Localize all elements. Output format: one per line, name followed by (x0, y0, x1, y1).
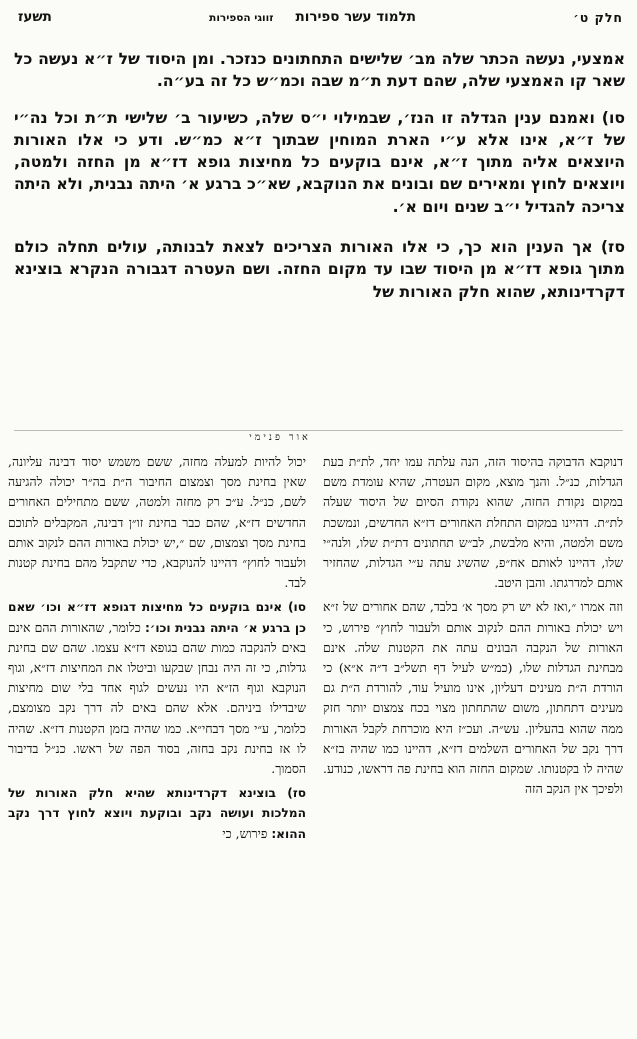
commentary-left-column (8, 452, 306, 1035)
commentary-text: פירוש, כי (222, 825, 268, 841)
commentary-paragraph (8, 597, 306, 779)
main-paragraph-3 (14, 236, 625, 303)
book-title: תלמוד עשר ספירות (295, 9, 416, 25)
main-paragraph-1: אמצעי, נעשה הכתר שלה מב׳ שלישים התחתונים כנזכר. ומן היסוד של ז״א נעשה כל שאר קו האמצעי שלה, שהם דעת ת״מ שבה וכמ״ש כל זה בע״ה. (14, 49, 625, 91)
paragraph-text: אך הענין הוא כך, כי אלו האורות הצריכים לצאת לבנותה, עולים תחלה כולם מתוך גופא דז״א מן היסוד שבו עד מקום החזה. ושם העטרה דגבורה הנקרא בוצינא דקרדינותא, שהוא חלק האורות של (14, 237, 625, 301)
main-paragraph-2 (14, 107, 625, 218)
commentary-lemma: סו) אינם בוקעים כל מחיצות דגופא דז״א וכו׳ שאם כן ברגע א׳ היתה נבנית וכו׳: (8, 600, 306, 635)
year-label: תשעז (18, 9, 52, 25)
commentary-paragraph (8, 783, 306, 844)
paragraph-number: סו) (601, 107, 625, 127)
folio-label: חלק ט׳ (573, 9, 623, 25)
running-title (209, 9, 416, 25)
commentary-lemma: סז) בוצינא דקרדינותא שהיא חלק האורות של המלכות ועושה נקב ובוקעת ויוצא לחוץ דרך נקב ההוא: (8, 786, 306, 841)
commentary-right-column (323, 452, 623, 1035)
commentary-paragraph: וזה אמרו ״,ואז לא יש רק מסך א׳ בלבד, שהם אחורים של ז״א ויש יכולת באורות ההם לנקוב אותם ולעבור לחוץ״ פירוש, כי האורות של הנקבה הבונים עתה את הקטנות שלה. אינם מבחינת הגדלות שלו, (כמ״ש לעיל דף תשל״ב ד״ה א״א) כי הורדת ה״ת מעינים דעליון, אינו מועיל עוד, להורדת ה״ת גם מעינים דתחתון, משום שהתחתון מצוי בכח צמצום יותר חזק ממה שהוא בהעליון. עש״ה. ועכ״ז היא מוכרחת לקבל האורות דרך נקב של האחורים השלמים דז״א, דהיינו כמו שהיה בז״א שהיה לו בקטנותו. שמקום החזה הוא בחינת פה דראשו, כנודע. ולפיכך אין הנקב הזה (323, 599, 623, 797)
commentary-text: כלומר, שהאורות ההם אינם באים להנקבה כמות שהם בגופא דז״א עצמו. שהם שם בחינת גדלות, כי זה היה נבחן שבקעו וביטלו את המחיצות דז״א, וגוף הנוקבא וגוף הז״א היו נעשים לגוף אחד בלי שום מחיצות שיבדילו ביניהם. אלא שהם באים לה דרך נקב מצומצם, כלומר, ע״י מסך דבחי״א. כמו שהיה בזמן הקטנות דז״א. שהיה לו אז בחינת נקב בחזה, בסוד הפה של ראשו. כנ״ל בדיבור הסמוך. (8, 619, 306, 777)
main-text (14, 48, 625, 303)
paragraph-text: ואמנם ענין הגדלה זו הנז׳, שבמילוי י״ס שלה, כשיעור ב׳ שלישי ת״ת וכל נה״י של ז״א, אינו אלא ע״י הארת המוחין שבתוך ז״א כמ״ש. ודע כי אלו האורות היוצאים אליה מתוך ז״א, אינם בוקעים כל מחיצות גופא דז״א מן החזה ולמטה, ויוצאים לחוץ ומאירים שם ובונים את הנוקבא, שא״כ ברגע א׳ היתה נבנית, ולא היתה צריכה להגדיל י״ב שנים ויום א׳. (14, 107, 625, 216)
commentary-paragraph: דנוקבא הדבוקה בהיסוד הזה, הנה עלתה עמו יחד, לת״ת בעת הגדלות, כנ״ל. והנך מוצא, מקום העטרה, שהיא עומדת משם במקום נקודת החזה, שהוא נקודת הסיום של היסוד שעלה לת״ת. דהיינו במקום התחלת האחורים דז״א החדשים, ונמשכת משם ולמטה, והיא מלבשת, לב״ש תחתונים דת״ת שלו, ולנה״י שלו, דהיינו לאותם אח״פ, שהשיג עתה ע״י הגדלות, שהחזיר אותם למדרגתו. והבן היטב. (323, 454, 623, 591)
commentary-paragraph: יכול להיות למעלה מחזה, ששם משמש יסוד דבינה עליונה, שאין בחינת מסך וצמצום החיבור ה״ת בה״ר יכולה להגיעה לשם, כנ״ל. ע״כ רק מחזה ולמטה, ששם מתחילים האחורים החדשים דז״א, שהם כבר בחינת זו״ן דבינה, המקבלים לתוכם בחינת מסך וצמצום, שם ״,יש יכולת באורות ההם לנקוב אותם ולעבור לחוץ״ דהיינו להנוקבא, כדי שתקבל מהם בחינת קטנות לבד. (8, 454, 306, 591)
paragraph-number: סז) (600, 237, 625, 257)
page-header (18, 4, 623, 30)
section-title: זווגי הספירות (209, 12, 274, 24)
divider-rule (14, 430, 623, 431)
commentary-heading: אור פנימי (249, 432, 311, 443)
